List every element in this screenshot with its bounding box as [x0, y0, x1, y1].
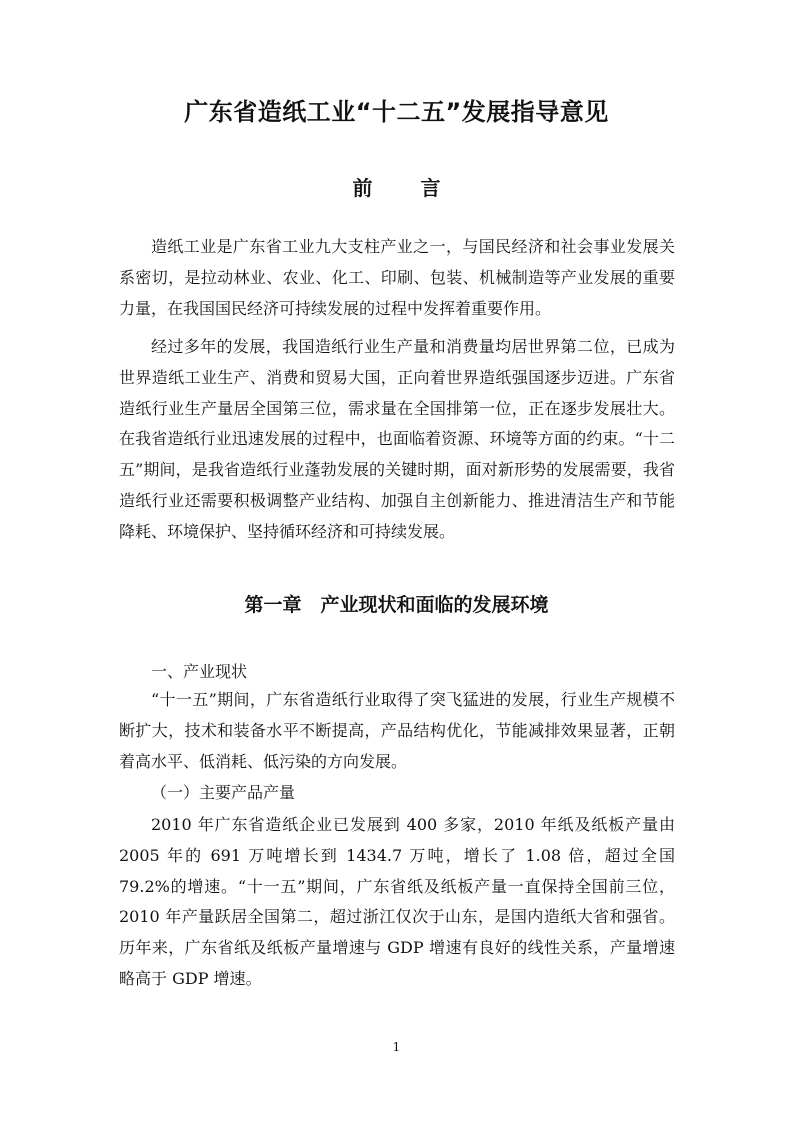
- page-number: 1: [392, 1040, 401, 1054]
- document-title: 广东省造纸工业“十二五”发展指导意见: [184, 98, 609, 126]
- chapter-heading: 第一章 产业现状和面临的发展环境: [244, 594, 549, 616]
- section-heading: 一、产业现状: [151, 662, 248, 681]
- preface-paragraph-2: 经过多年的发展，我国造纸行业生产量和消费量均居世界第二位，已成为世界造纸工业生产、消费和贸易大国，正向着世界造纸强国逐步迈进。广东省造纸行业生产量居全国第三位，需求量在全国排第一位，正在逐步发展壮大。在我省造纸行业迅速发展的过程中，也面临着资源、环境等方面的约束。“十二五”期间，是我省造纸行业蓬勃发展的关键时期，面对新形势的发展需要，我省造纸行业还需要积极调整产业结构、加强自主创新能力、推进清洁生产和节能降耗、环境保护、坚持循环经济和可持续发展。: [119, 337, 675, 541]
- preface-paragraph-1: 造纸工业是广东省工业九大支柱产业之一，与国民经济和社会事业发展关系密切，是拉动林业、农业、化工、印刷、包装、机械制造等产业发展的重要力量，在我国国民经济可持续发展的过程中发挥着重要作用。: [119, 237, 675, 318]
- section-paragraph: “十一五”期间，广东省造纸行业取得了突飞猛进的发展，行业生产规模不断扩大，技术和装备水平不断提高，产品结构优化，节能减排效果显著，正朝着高水平、低消耗、低污染的方向发展。: [119, 690, 675, 771]
- subsection-paragraph: 2010 年广东省造纸企业已发展到 400 多家，2010 年纸及纸板产量由 2005 年的 691 万吨增长到 1434.7 万吨，增长了 1.08 倍，超过全国 79.2%的增速。“十一五”期间，广东省纸及纸板产量一直保持全国前三位，2010 年产量跃居全国第二，超过浙江仅次于山东，是国内造纸大省和强省。历年来，广东省纸及纸板产量增速与 GDP 增速有良好的线性关系，产量增速略高于 GDP 增速。: [119, 815, 675, 988]
- subsection-heading: （一）主要产品产量: [151, 783, 296, 802]
- preface-heading: 前言: [352, 176, 489, 200]
